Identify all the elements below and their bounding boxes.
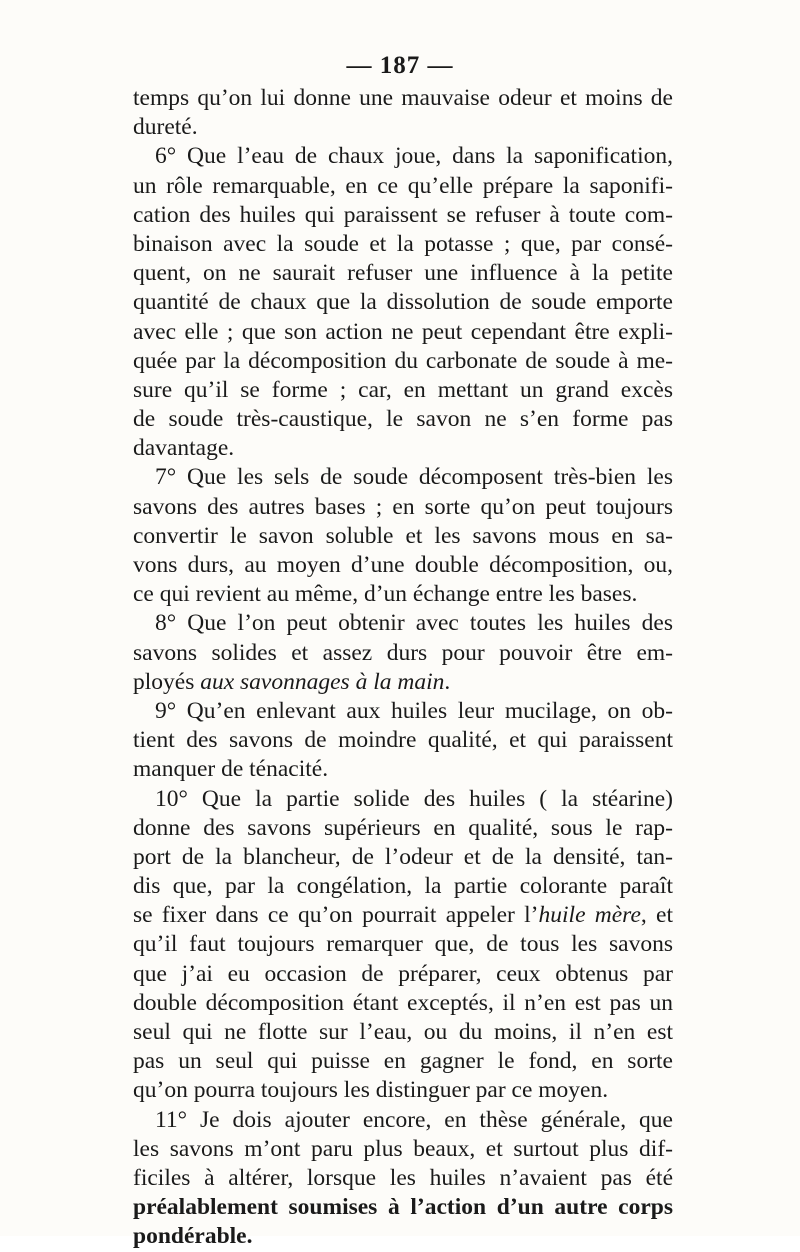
text-line: pondérable. (133, 1223, 253, 1250)
text-line: double décomposition étant exceptés, il n’en est pas un (133, 989, 673, 1016)
text-line: quent, on ne saurait refuser une influence à la petite (133, 260, 673, 287)
text-line: de soude très-caustique, le savon ne s’en forme pas (133, 406, 673, 433)
text-line: quée par la décomposition du carbonate de soude à me- (133, 347, 673, 374)
text-line: tient des savons de moindre qualité, et qui paraissent (133, 727, 673, 754)
text-line: port de la blancheur, de l’odeur et de la densité, tan- (133, 843, 673, 870)
text-line: un rôle remarquable, en ce qu’elle prépare la saponifi- (133, 172, 673, 199)
text-line: avec elle ; que son action ne peut cependant être expli- (133, 318, 673, 345)
italic-phrase: aux savonnages à la main (200, 668, 445, 695)
text-segment: se fixer dans ce qu’on pourrait appeler l’ (133, 902, 539, 929)
text-line: convertir le savon soluble et les savons mous en sa- (133, 522, 673, 549)
paragraph-11-start: 11° Je dois ajouter encore, en thèse générale, que (155, 1106, 673, 1133)
text-line: dis que, par la congélation, la partie colorante paraît (133, 873, 673, 900)
paragraph-8-start: 8° Que l’on peut obtenir avec toutes les huiles des (155, 610, 673, 637)
paragraph-6-start: 6° Que l’eau de chaux joue, dans la saponification, (155, 143, 673, 170)
text-segment: . (444, 668, 451, 695)
text-line: donne des savons supérieurs en qualité, sous le rap- (133, 814, 673, 841)
italic-phrase: huile mère (538, 902, 641, 929)
text-line: qu’on pourra toujours les distinguer par ce moyen. (133, 1077, 609, 1104)
text-line: les savons m’ont paru plus beaux, et surtout plus dif- (133, 1135, 673, 1162)
paragraph-7-start: 7° Que les sels de soude décomposent très-bien les (155, 464, 673, 491)
text-line: cation des huiles qui paraissent se refuser à toute com- (133, 201, 673, 228)
text-line: seul qui ne flotte sur l’eau, ou du moins, il n’en est (133, 1019, 673, 1045)
paragraph-9-start: 9° Qu’en enlevant aux huiles leur mucilage, on ob- (155, 697, 673, 724)
text-line: manquer de ténacité. (133, 756, 329, 783)
text-line: vons durs, au moyen d’une double décomposition, ou, (133, 552, 673, 578)
text-line: savons solides et assez durs pour pouvoir être em- (133, 639, 673, 666)
text-line: pas un seul qui puisse en gagner le fond, en sorte (133, 1048, 673, 1075)
text-segment: , et (640, 902, 673, 929)
page-number-header: — 187 — (346, 52, 454, 79)
text-line: dureté. (133, 114, 198, 141)
text-line: davantage. (133, 435, 235, 462)
text-line-with-italic (133, 668, 673, 697)
text-line: binaison avec la soude et la potasse ; que, par consé- (133, 230, 673, 257)
text-line: ficiles à altérer, lorsque les huiles n’avaient pas été (133, 1164, 673, 1191)
text-line: temps qu’on lui donne une mauvaise odeur et moins de (133, 85, 673, 111)
text-line: ce qui revient au même, d’un échange entre les bases. (133, 581, 638, 608)
text-line: sure qu’il se forme ; car, en mettant un grand excès (133, 376, 673, 403)
text-segment: ployés (133, 668, 201, 695)
text-line: quantité de chaux que la dissolution de soude emporte (133, 289, 673, 316)
text-line: savons des autres bases ; en sorte qu’on peut toujours (133, 493, 673, 520)
text-line: préalablement soumises à l’action d’un autre corps (133, 1194, 673, 1221)
text-line: qu’il faut toujours remarquer que, de tous les savons (133, 931, 673, 958)
paragraph-10-start: 10° Que la partie solide des huiles ( la stéarine) (155, 785, 673, 812)
text-line-with-italic (133, 901, 673, 930)
body-text (133, 84, 673, 1252)
text-line: que j’ai eu occasion de préparer, ceux obtenus par (133, 960, 673, 987)
